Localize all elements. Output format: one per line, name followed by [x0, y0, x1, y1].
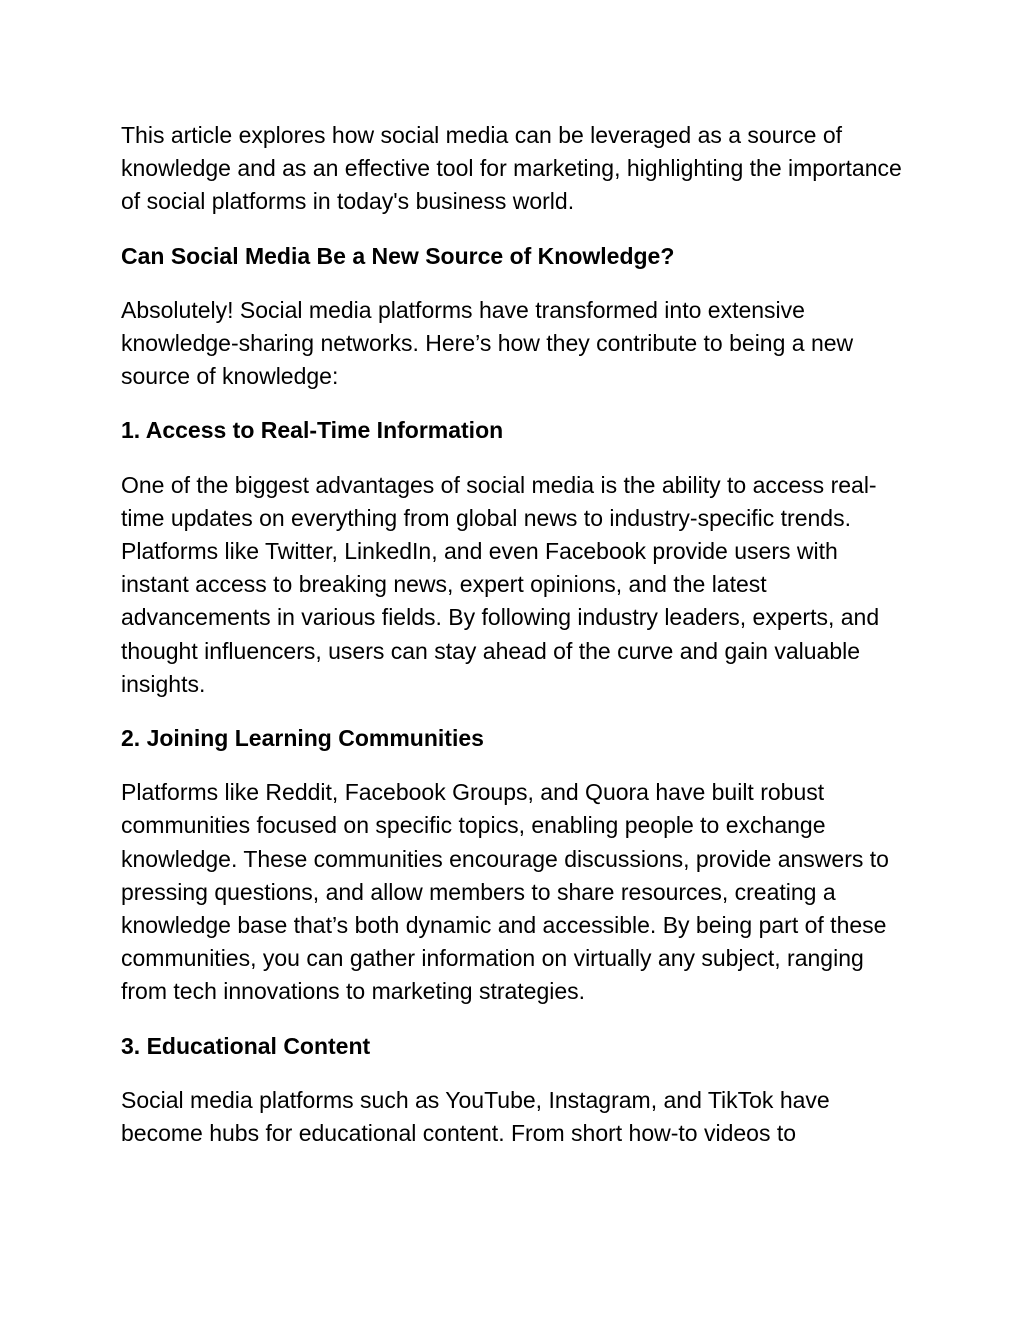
- main-question-heading: Can Social Media Be a New Source of Knowledge?: [121, 242, 675, 269]
- answer-paragraph: Absolutely! Social media platforms have transformed into extensive knowledge-sharing networks. Here’s how they contribute to being a new source of knowledge:: [121, 296, 854, 390]
- intro-paragraph: This article explores how social media can be leveraged as a source of knowledge and as an effective tool for marketing, highlighting the importance of social platforms in today's business world.: [121, 122, 902, 215]
- document-body: [121, 119, 911, 1171]
- section-body-learning-communities: Platforms like Reddit, Facebook Groups, and Quora have built robust communities focused on specific topics, enabling people to exchange knowledge. These communities encourage discussions, provide answers to pressing questions, and allow members to share resources, creating a knowledge base that’s both dynamic and accessible. By being part of these communities, you can gather information on virtually any subject, ranging from tech innovations to marketing strategies.: [121, 779, 889, 1005]
- section-heading-learning-communities: 2. Joining Learning Communities: [121, 725, 484, 752]
- section-heading-educational-content: 3. Educational Content: [121, 1032, 371, 1059]
- section-body-educational-content: Social media platforms such as YouTube, Instagram, and TikTok have become hubs for educational content. From short how-to videos to: [121, 1086, 830, 1147]
- section-heading-real-time-information: 1. Access to Real-Time Information: [121, 417, 504, 444]
- section-body-real-time-information: One of the biggest advantages of social media is the ability to access real-time updates on everything from global news to industry-specific trends. Platforms like Twitter, LinkedIn, and even Facebook provide users with instant access to breaking news, expert opinions, and the latest advancements in various fields. By following industry leaders, experts, and thought influencers, users can stay ahead of the curve and gain valuable insights.: [121, 471, 880, 697]
